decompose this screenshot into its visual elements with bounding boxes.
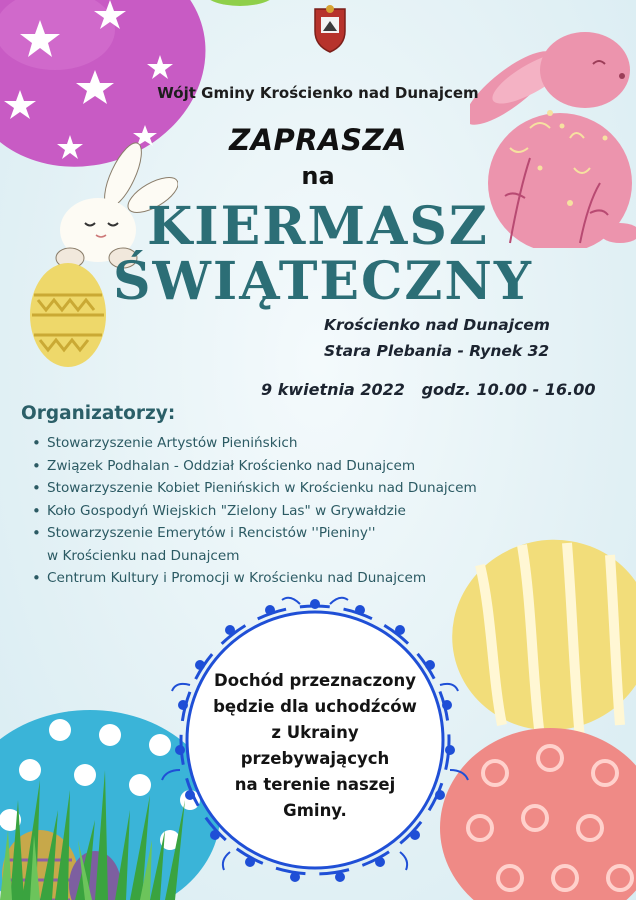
- organizer-text: Stowarzyszenie Kobiet Pienińskich w Krościenku nad Dunajcem: [47, 480, 477, 496]
- organizer-item: [30, 567, 477, 590]
- wreath-line: na terenie naszej: [234, 775, 396, 794]
- wreath-line: Dochód przeznaczony: [214, 671, 416, 690]
- organizer-item: [30, 477, 477, 500]
- organizers-heading: Organizatorzy:: [21, 403, 176, 424]
- organizers-list: [30, 432, 477, 590]
- place-line2: Stara Plebania - Rynek 32: [324, 342, 550, 360]
- organizer-item: [30, 522, 477, 567]
- event-title-line2: ŚWIĄTECZNY: [112, 251, 534, 312]
- place-line1: Krościenko nad Dunajcem: [324, 316, 550, 334]
- wreath-line: będzie dla uchodźców: [213, 697, 417, 716]
- na-word: na: [301, 162, 335, 190]
- date-time: 9 kwietnia 2022 godz. 10.00 - 16.00: [261, 380, 596, 399]
- wreath-line: z Ukrainy: [271, 723, 359, 742]
- organizer-text-continued: w Krościenku nad Dunajcem: [47, 547, 240, 564]
- organizer-text: Centrum Kultury i Promocji w Krościenku nad Dunajcem: [47, 570, 427, 586]
- organizer-text: Związek Podhalan - Oddział Krościenko nad Dunajcem: [47, 457, 416, 474]
- organizer-item: [30, 455, 477, 478]
- organizer-item: [30, 432, 477, 455]
- wreath-line: Gminy.: [283, 801, 347, 820]
- wreath-line: przebywających: [240, 749, 390, 768]
- host-line: Wójt Gminy Krościenko nad Dunajcem: [157, 84, 479, 102]
- organizer-text: Stowarzyszenie Emerytów i Rencistów ''Pieniny'': [47, 525, 376, 541]
- invites-heading: ZAPRASZA: [229, 123, 407, 157]
- organizer-text: Stowarzyszenie Artystów Pienińskich: [47, 435, 298, 451]
- wreath-message: [195, 668, 435, 824]
- green-egg: [200, 0, 280, 8]
- event-title-line1: KIERMASZ: [147, 196, 489, 257]
- coat-of-arms-icon: [311, 5, 349, 53]
- organizer-item: [30, 500, 477, 523]
- organizer-text: Koło Gospodyń Wiejskich "Zielony Las" w Grywałdzie: [47, 502, 406, 519]
